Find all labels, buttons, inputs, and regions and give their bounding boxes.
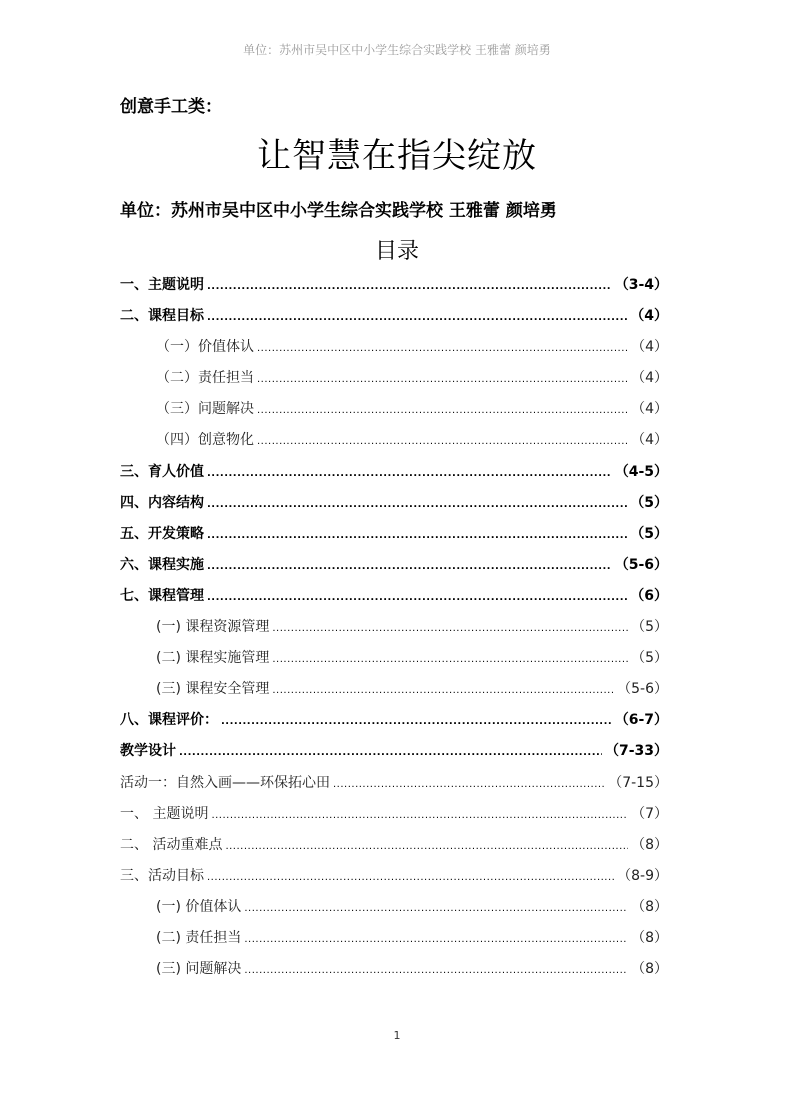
toc-entry-label: (三) 问题解决 (156, 961, 242, 978)
toc-entry-label: （三）问题解决 (156, 401, 254, 418)
toc-entry[interactable] (120, 705, 668, 736)
toc-entry-label: 教学设计 (120, 743, 176, 760)
toc-entry-page: （4） (631, 432, 668, 449)
toc-dot-leader (207, 458, 612, 488)
toc-dot-leader (207, 302, 627, 332)
toc-entry-page: （7-33） (604, 743, 668, 760)
toc-dot-leader (257, 364, 628, 394)
toc-dot-leader (207, 551, 612, 581)
toc-entry[interactable] (120, 830, 668, 861)
toc-heading: 目录 (374, 239, 419, 264)
toc-entry[interactable] (120, 954, 668, 985)
toc-dot-leader (333, 769, 605, 799)
toc-entry-page: （8） (631, 961, 668, 978)
toc-entry-page: （8-9） (617, 867, 668, 884)
toc-entry[interactable] (120, 394, 668, 425)
toc-dot-leader (225, 831, 628, 861)
toc-entry-label: (一) 价值体认 (156, 898, 242, 915)
running-header: 单位：苏州市吴中区中小学生综合实践学校 王雅蕾 颜培勇 (243, 43, 551, 57)
toc-entry-page: （8） (631, 929, 668, 946)
toc-entry[interactable] (120, 363, 668, 394)
toc-dot-leader (244, 893, 628, 923)
toc-entry[interactable] (120, 581, 668, 612)
toc-entry-label: (三) 课程安全管理 (156, 681, 270, 698)
toc-entry[interactable] (120, 643, 668, 674)
toc-entry-page: （8） (631, 898, 668, 915)
toc-entry-page: （7） (631, 805, 668, 822)
toc-entry[interactable] (120, 550, 668, 581)
toc-entry[interactable] (120, 332, 668, 363)
toc-entry-label: (二) 责任担当 (156, 929, 242, 946)
toc-entry-page: （5） (631, 650, 668, 667)
toc-entry-label: （四）创意物化 (156, 432, 254, 449)
toc-entry[interactable] (120, 301, 668, 332)
toc-entry-page: （4） (631, 401, 668, 418)
table-of-contents (120, 270, 668, 985)
toc-entry[interactable] (120, 736, 668, 767)
toc-entry-page: （4） (630, 308, 668, 325)
toc-entry-label: (一) 课程资源管理 (156, 619, 270, 636)
toc-entry-page: （6-7） (614, 712, 668, 729)
toc-entry-page: （4-5） (614, 463, 668, 480)
category-label: 创意手工类： (120, 97, 222, 117)
toc-entry-page: （4） (631, 339, 668, 356)
toc-entry-label: 六、课程实施 (120, 556, 204, 573)
toc-entry-page: （5） (630, 525, 668, 542)
toc-entry-page: （5） (630, 494, 668, 511)
toc-entry-page: （5-6） (617, 681, 668, 698)
toc-entry[interactable] (120, 799, 668, 830)
toc-entry[interactable] (120, 674, 668, 705)
toc-entry-page: （7-15） (608, 774, 668, 791)
toc-entry-label: （二）责任担当 (156, 370, 254, 387)
toc-dot-leader (257, 426, 628, 456)
toc-entry[interactable] (120, 488, 668, 519)
toc-dot-leader (207, 582, 627, 612)
toc-entry-page: （4） (631, 370, 668, 387)
toc-dot-leader (272, 644, 628, 674)
toc-entry[interactable] (120, 861, 668, 892)
toc-entry-label: 四、内容结构 (120, 494, 204, 511)
toc-dot-leader (211, 800, 628, 830)
toc-entry-page: （6） (630, 587, 668, 604)
toc-entry[interactable] (120, 923, 668, 954)
toc-dot-leader (257, 395, 628, 425)
toc-dot-leader (221, 706, 612, 736)
toc-entry[interactable] (120, 768, 668, 799)
toc-entry-page: （5-6） (614, 556, 668, 573)
document-title: 让智慧在指尖绽放 (257, 136, 537, 176)
toc-entry-label: 一、 主题说明 (120, 805, 209, 822)
toc-dot-leader (207, 271, 612, 301)
toc-entry-label: 活动一：自然入画——环保拓心田 (120, 774, 330, 791)
toc-entry[interactable] (120, 519, 668, 550)
toc-entry-label: 五、开发策略 (120, 525, 204, 542)
toc-dot-leader (179, 737, 602, 767)
toc-entry[interactable] (120, 270, 668, 301)
toc-dot-leader (272, 613, 628, 643)
toc-entry-label: 一、主题说明 (120, 277, 204, 293)
toc-entry-label: 二、课程目标 (120, 308, 204, 325)
toc-entry[interactable] (120, 425, 668, 456)
toc-entry[interactable] (120, 892, 668, 923)
toc-entry-label: （一）价值体认 (156, 339, 254, 356)
toc-entry-label: 八、课程评价： (120, 712, 218, 729)
toc-dot-leader (207, 520, 627, 550)
toc-entry[interactable] (120, 612, 668, 643)
toc-dot-leader (244, 955, 628, 985)
toc-dot-leader (207, 862, 614, 892)
toc-dot-leader (257, 333, 628, 363)
toc-entry-page: （5） (631, 619, 668, 636)
toc-entry-label: 二、 活动重难点 (120, 836, 223, 853)
toc-entry[interactable] (120, 457, 668, 488)
toc-entry-label: (二) 课程实施管理 (156, 650, 270, 667)
toc-entry-label: 三、活动目标 (120, 867, 204, 884)
author-unit-line: 单位：苏州市吴中区中小学生综合实践学校 王雅蕾 颜培勇 (120, 201, 557, 221)
toc-entry-label: 七、课程管理 (120, 587, 204, 604)
toc-entry-page: （8） (631, 836, 668, 853)
toc-entry-page: （3-4） (614, 277, 668, 293)
toc-dot-leader (272, 675, 614, 705)
toc-dot-leader (207, 489, 627, 519)
page-number: 1 (393, 1029, 401, 1042)
toc-dot-leader (244, 924, 628, 954)
toc-entry-label: 三、育人价值 (120, 463, 204, 480)
